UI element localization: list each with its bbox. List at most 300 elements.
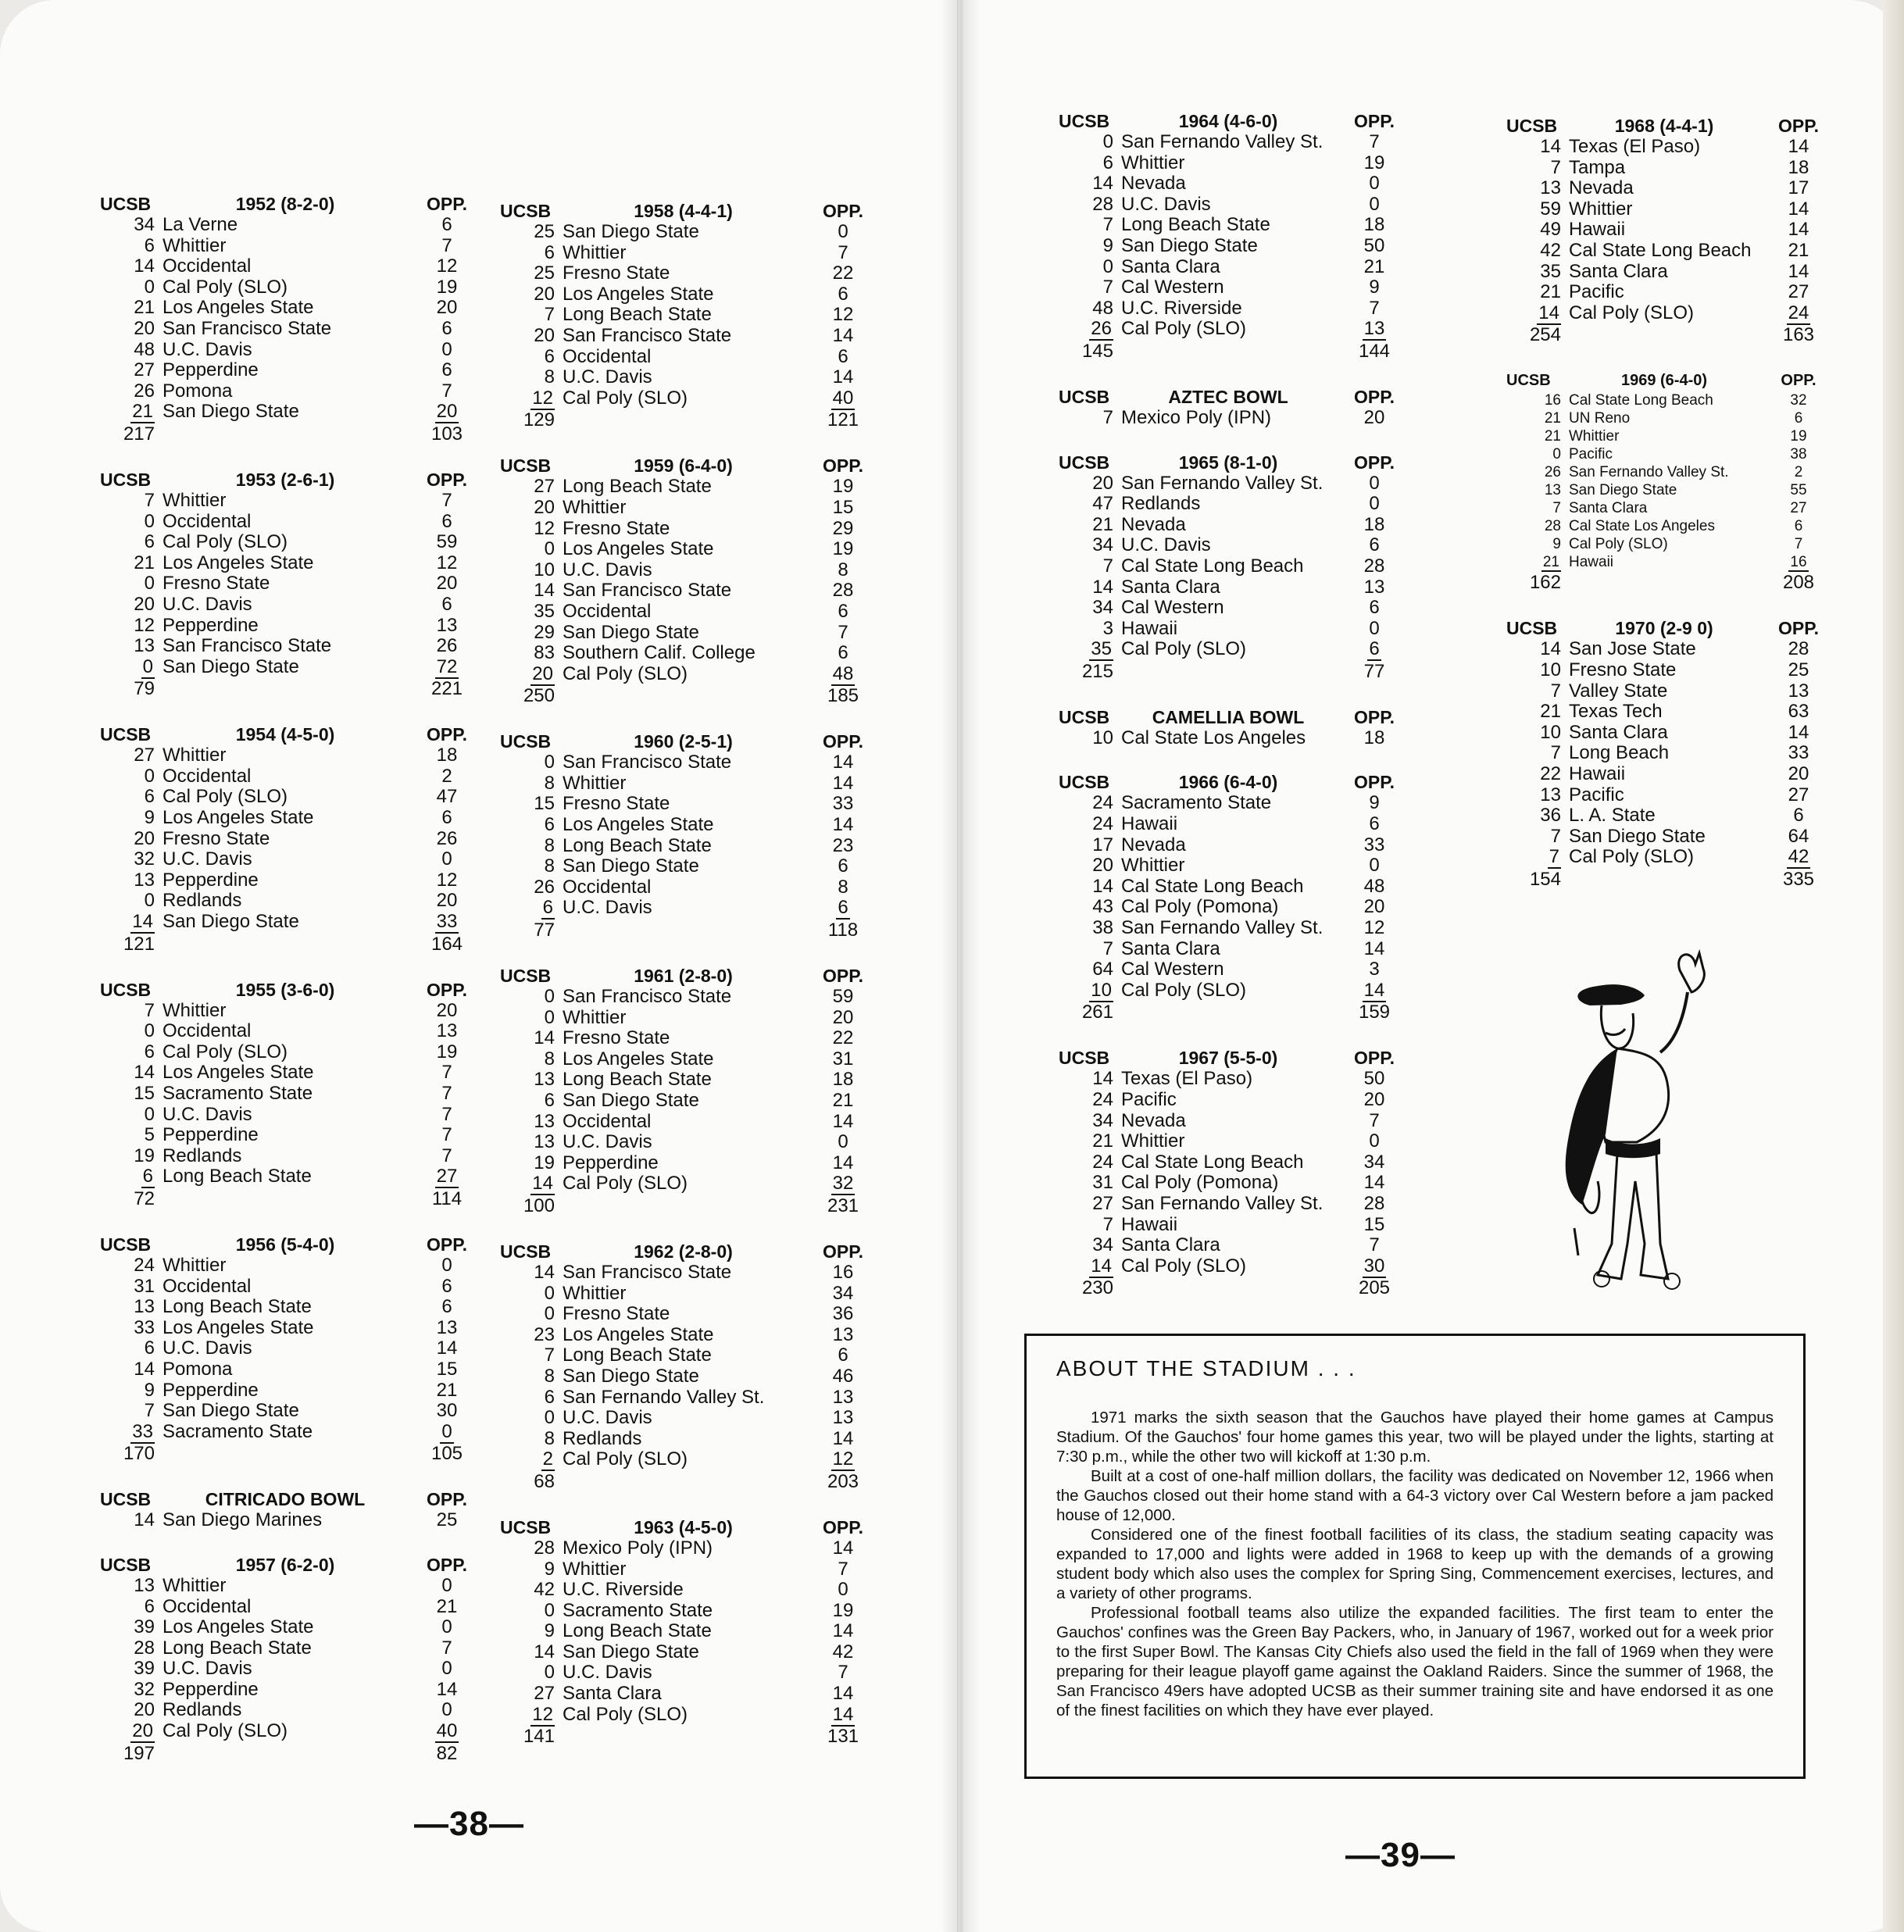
ucsb-score-value: 9 [144, 1379, 155, 1401]
game-row [100, 1597, 483, 1618]
ucsb-score-value: 14 [1540, 638, 1561, 660]
opp-score-value: 72 [436, 655, 458, 677]
game-row [100, 298, 483, 319]
season-title: 1952 (8-2-0) [235, 194, 335, 214]
ucsb-score-value: 7 [1549, 846, 1559, 868]
ucsb-score [500, 1173, 563, 1195]
ucsb-score-value: 17 [1092, 834, 1113, 855]
opp-score-value: 13 [436, 614, 458, 636]
game-row [1059, 535, 1410, 556]
opp-score [1338, 173, 1410, 195]
opp-score-value: 27 [436, 1166, 458, 1187]
team-label: UCSB [1059, 452, 1110, 473]
game-row [100, 491, 483, 512]
game-row [1059, 577, 1410, 598]
ucsb-score [500, 898, 563, 919]
opponent-name: Cal Poly (SLO) [163, 1721, 288, 1742]
opp-score-value: 33 [436, 911, 458, 933]
opp-score [807, 836, 879, 857]
opponent-name: Fresno State [163, 573, 270, 595]
opponent-name: U.C. Davis [163, 594, 252, 615]
opp-score-value: 6 [441, 510, 452, 532]
opp-score [1338, 277, 1410, 298]
opp-score [807, 1684, 879, 1705]
opponent-name: Occidental [163, 1596, 252, 1617]
opp-score [411, 1021, 483, 1042]
season-block [100, 1555, 483, 1766]
ucsb-score-value: 21 [1542, 554, 1559, 571]
game-row [500, 1662, 879, 1684]
ucsb-score [1059, 1111, 1121, 1132]
ucsb-score [100, 1700, 163, 1721]
ucsb-score [1506, 463, 1569, 481]
ucsb-score-value: 6 [542, 897, 553, 919]
opp-score-value: 22 [832, 262, 854, 284]
opp-label: OPP. [823, 1241, 863, 1262]
opponent-name: Long Beach State [1121, 215, 1270, 236]
game-row [1059, 473, 1410, 495]
ucsb-score [1506, 805, 1569, 827]
opp-score [411, 1084, 483, 1105]
ucsb-score [100, 745, 163, 766]
opp-score [807, 1049, 879, 1070]
ucsb-score [100, 1422, 163, 1443]
ucsb-score [1506, 199, 1569, 220]
ucsb-score [500, 1538, 563, 1559]
game-row [100, 1062, 483, 1084]
ucsb-score [1506, 262, 1569, 283]
ucsb-score-value: 48 [1092, 297, 1113, 319]
total-spacer [1121, 1277, 1338, 1300]
game-row [1059, 1131, 1410, 1152]
opp-score [1338, 1131, 1410, 1152]
game-row [500, 794, 879, 815]
opp-score-value: 0 [838, 1131, 848, 1153]
team-label: UCSB [1059, 706, 1110, 727]
opp-score [1338, 814, 1410, 835]
ucsb-score [100, 1084, 163, 1105]
game-row [1059, 257, 1410, 278]
game-row [1059, 1173, 1410, 1194]
team-label: UCSB [100, 724, 152, 745]
game-row [100, 1084, 483, 1105]
ucsb-score [1506, 241, 1569, 262]
opp-score [807, 1449, 879, 1470]
opponent-name: Long Beach State [163, 1297, 312, 1318]
opp-score [1338, 1256, 1410, 1277]
ucsb-score-value: 43 [1092, 896, 1113, 918]
opp-score-value: 14 [1788, 198, 1809, 220]
opponent-name: San Diego State [563, 622, 699, 643]
opponent-name: San Fernando Valley St. [1121, 1193, 1324, 1214]
ucsb-total: 250 [523, 685, 555, 707]
ucsb-score [100, 1062, 163, 1084]
opp-label: OPP. [427, 194, 467, 214]
opp-score [411, 1659, 483, 1680]
opponent-name: Cal Poly (SLO) [563, 1173, 688, 1195]
ucsb-score [1506, 481, 1569, 499]
season-title: 1968 (4-4-1) [1614, 116, 1714, 136]
opp-score [807, 987, 879, 1008]
opp-score-value: 6 [838, 897, 848, 919]
ucsb-score-value: 31 [134, 1275, 155, 1297]
opp-score-value: 7 [838, 1662, 848, 1684]
game-row [1506, 517, 1834, 535]
ucsb-score-value: 14 [1091, 1255, 1112, 1277]
opp-score [1338, 257, 1410, 278]
game-row [100, 1422, 483, 1443]
opponent-name: UN Reno [1569, 410, 1631, 427]
team-label: UCSB [100, 469, 152, 490]
ucsb-score [100, 912, 163, 933]
game-row [100, 1680, 483, 1701]
season-block [100, 1234, 483, 1466]
season-title: 1956 (5-4-0) [235, 1234, 335, 1255]
ucsb-score [100, 402, 163, 423]
opp-score [411, 1680, 483, 1701]
opp-score-value: 14 [1363, 937, 1385, 959]
ucsb-score [500, 580, 563, 602]
ucsb-score [1506, 427, 1569, 445]
ucsb-total: 254 [1529, 324, 1561, 346]
ucsb-score-value: 9 [1552, 536, 1561, 553]
ucsb-score [500, 773, 563, 795]
season-title: 1967 (5-5-0) [1178, 1048, 1278, 1069]
opponent-name: Texas (El Paso) [1121, 1069, 1253, 1090]
opp-score-value: 20 [436, 573, 458, 595]
ucsb-total: 261 [1081, 1002, 1113, 1023]
season-total-row [100, 1742, 483, 1766]
game-row [500, 623, 879, 644]
opp-score [807, 1538, 879, 1559]
opponent-name: Hawaii [1569, 554, 1614, 571]
opp-score [1338, 494, 1410, 515]
total-spacer [1569, 868, 1763, 891]
opp-score [807, 367, 879, 388]
game-row [1059, 639, 1410, 660]
opp-score [1763, 827, 1834, 848]
opp-score [1763, 785, 1834, 806]
total-spacer [563, 409, 807, 432]
ucsb-score [1506, 553, 1569, 571]
opp-total: 208 [1782, 572, 1815, 594]
ucsb-score-value: 14 [534, 580, 555, 602]
opponent-name: Cal Poly (SLO) [163, 277, 288, 298]
season-block [1059, 772, 1410, 1024]
game-row [500, 498, 879, 519]
team-label: UCSB [1506, 618, 1558, 639]
opp-score-value: 28 [1363, 555, 1385, 577]
opp-score [1338, 855, 1410, 877]
ucsb-score-value: 0 [544, 538, 555, 560]
game-row [500, 388, 879, 409]
ucsb-score-value: 39 [134, 1616, 155, 1638]
opponent-name: Long Beach State [163, 1637, 312, 1659]
opponent-name: Santa Clara [1121, 938, 1220, 959]
ucsb-score [1059, 918, 1121, 939]
ucsb-score [1059, 257, 1121, 278]
ucsb-score [500, 1366, 563, 1387]
opp-score-value: 7 [838, 241, 848, 263]
opp-score [807, 752, 879, 773]
opp-score [807, 1070, 879, 1091]
page-edge [1883, 0, 1904, 1932]
opp-score-value: 13 [436, 1020, 458, 1042]
opponent-name: Long Beach State [563, 1621, 712, 1642]
ucsb-score-value: 20 [134, 593, 155, 615]
opp-total: 159 [1358, 1002, 1391, 1023]
opponent-name: Cal State Long Beach [1569, 240, 1752, 261]
opp-score [411, 595, 483, 616]
ucsb-score [500, 243, 563, 264]
total-spacer [163, 423, 411, 446]
ucsb-score [500, 1559, 563, 1580]
game-row [1506, 553, 1834, 571]
game-row [100, 766, 483, 787]
opp-score-value: 13 [1363, 318, 1385, 340]
opp-score [807, 539, 879, 560]
opp-score-value: 7 [441, 234, 452, 256]
ucsb-score [100, 553, 163, 574]
ucsb-total: 79 [134, 678, 155, 700]
opp-score-value: 12 [436, 869, 458, 891]
ucsb-score [100, 236, 163, 257]
ucsb-score [500, 1049, 563, 1070]
opp-score [807, 1008, 879, 1029]
season-total-row [1506, 323, 1834, 347]
game-row [500, 1028, 879, 1049]
opponent-name: Redlands [563, 1428, 642, 1449]
opp-score [1763, 220, 1834, 241]
game-row [1059, 556, 1410, 577]
ucsb-score [1059, 835, 1121, 856]
ucsb-score [500, 1345, 563, 1366]
ucsb-score [100, 1338, 163, 1359]
ucsb-score-value: 24 [1092, 813, 1113, 835]
opp-score [411, 491, 483, 512]
game-row [500, 1262, 879, 1284]
opp-label: OPP. [1354, 111, 1395, 131]
opp-score [1338, 408, 1410, 429]
opp-score-value: 28 [1788, 638, 1809, 660]
opponent-name: Sacramento State [563, 1600, 713, 1621]
ucsb-score [500, 1580, 563, 1601]
game-row [500, 664, 879, 685]
opp-score [1338, 619, 1410, 640]
opponent-name: U.C. Riverside [1121, 298, 1242, 319]
game-row [100, 277, 483, 298]
game-row [500, 560, 879, 581]
season-block [500, 1517, 879, 1748]
opp-score [1338, 215, 1410, 236]
ucsb-score [100, 491, 163, 512]
game-row [500, 326, 879, 347]
game-row [100, 532, 483, 553]
opp-score [807, 1705, 879, 1726]
ucsb-score-value: 21 [134, 552, 155, 573]
opp-score [1338, 918, 1410, 939]
opp-score [1763, 445, 1834, 463]
game-row [500, 1049, 879, 1070]
opp-score-value: 0 [441, 1699, 452, 1721]
opponent-name: Cal Poly (Pomona) [1121, 897, 1279, 918]
opp-total: 114 [431, 1187, 463, 1209]
opp-score-value: 30 [436, 1400, 458, 1422]
ucsb-score [1059, 1173, 1121, 1194]
opp-total: 144 [1358, 340, 1391, 362]
opp-score [1338, 153, 1410, 174]
game-row [500, 1408, 879, 1429]
ucsb-total: 145 [1081, 340, 1113, 362]
season-title: 1965 (8-1-0) [1178, 452, 1278, 473]
opponent-name: Long Beach [1569, 743, 1670, 764]
opp-score-value: 59 [436, 531, 458, 553]
opp-score [411, 1700, 483, 1721]
ucsb-score [500, 1262, 563, 1284]
opponent-name: Pacific [1121, 1090, 1177, 1110]
opp-total: 163 [1782, 324, 1815, 346]
opp-score [1763, 743, 1834, 764]
ucsb-score-value: 7 [144, 999, 155, 1021]
opp-score [411, 616, 483, 637]
opp-score-value: 6 [441, 214, 452, 235]
game-row [500, 347, 879, 368]
game-row [1506, 427, 1834, 445]
opp-score-value: 14 [832, 814, 854, 836]
ucsb-total: 100 [523, 1195, 555, 1216]
game-row [100, 381, 483, 402]
game-row [500, 1621, 879, 1642]
opp-total: 82 [436, 1742, 458, 1764]
opponent-name: Pacific [1569, 446, 1613, 463]
opp-score [807, 877, 879, 898]
opp-score-value: 42 [832, 1641, 854, 1662]
opp-score-value: 18 [1788, 156, 1809, 178]
opp-score-value: 28 [832, 580, 854, 602]
opp-score [411, 1042, 483, 1063]
opponent-name: Whittier [1121, 152, 1185, 173]
opp-score [411, 1617, 483, 1638]
opp-score-value: 7 [441, 1062, 452, 1084]
opponent-name: Pomona [163, 1359, 233, 1380]
game-row [1059, 598, 1410, 619]
opponent-name: Cal State Los Angeles [1569, 518, 1715, 535]
game-row [1059, 236, 1410, 257]
opp-score-value: 20 [1363, 896, 1385, 918]
opponent-name: Redlands [1121, 494, 1201, 515]
ucsb-score [1506, 445, 1569, 463]
opp-total: 185 [827, 685, 859, 707]
game-row [1059, 173, 1410, 195]
game-row [1059, 298, 1410, 320]
ucsb-score [100, 1721, 163, 1742]
ucsb-score-value: 0 [544, 1662, 555, 1684]
ucsb-score-value: 13 [134, 869, 155, 891]
opp-label: OPP. [1778, 116, 1819, 136]
ucsb-total: 129 [523, 409, 555, 431]
ucsb-score-value: 0 [144, 1103, 155, 1125]
ucsb-score-value: 32 [134, 848, 155, 870]
team-label: UCSB [500, 731, 552, 752]
ucsb-score-value: 19 [534, 1152, 555, 1173]
opp-score-value: 46 [832, 1365, 854, 1387]
opp-label: OPP. [427, 469, 467, 490]
ucsb-total: 197 [123, 1742, 155, 1764]
ucsb-score [100, 256, 163, 277]
opp-score-value: 6 [838, 283, 848, 305]
ucsb-score [500, 1028, 563, 1049]
ucsb-score-value: 42 [1540, 239, 1561, 261]
opp-score-value: 6 [1369, 813, 1380, 835]
ucsb-score-value: 21 [1092, 1130, 1113, 1152]
opp-score [411, 1125, 483, 1146]
ucsb-total: 230 [1081, 1277, 1113, 1299]
opp-score-value: 25 [436, 1509, 458, 1531]
ucsb-score-value: 13 [134, 1574, 155, 1596]
opponent-name: Santa Clara [563, 1684, 662, 1705]
opp-score [1763, 427, 1834, 445]
opp-score [807, 794, 879, 815]
ucsb-score [500, 1091, 563, 1112]
opp-score [807, 580, 879, 602]
opp-score-value: 0 [441, 1616, 452, 1638]
ucsb-score-value: 0 [144, 890, 155, 912]
ucsb-score-value: 8 [544, 1365, 555, 1387]
game-row [500, 1449, 879, 1470]
ucsb-score-value: 35 [534, 600, 555, 622]
ucsb-score-value: 27 [534, 476, 555, 498]
game-row [100, 215, 483, 236]
ucsb-score [1506, 282, 1569, 303]
opp-score-value: 21 [1788, 239, 1809, 261]
ucsb-score [500, 664, 563, 685]
opp-total: 205 [1358, 1277, 1391, 1299]
total-spacer [563, 1195, 807, 1218]
ucsb-score [100, 849, 163, 870]
opponent-name: Long Beach State [563, 477, 712, 498]
opponent-name: Texas Tech [1569, 702, 1663, 723]
game-row [100, 1146, 483, 1167]
opponent-name: Long Beach State [563, 1345, 712, 1366]
opp-label: OPP. [823, 1516, 863, 1537]
ucsb-score-value: 14 [134, 1509, 155, 1531]
team-label: UCSB [500, 966, 552, 987]
opp-score [411, 340, 483, 361]
game-row [100, 1277, 483, 1298]
opp-score [1338, 980, 1410, 1002]
ucsb-score [1059, 153, 1121, 174]
opponent-name: Los Angeles State [563, 284, 714, 305]
opp-score-value: 28 [1363, 1192, 1385, 1214]
season-block [1059, 1048, 1410, 1300]
opp-score-value: 31 [832, 1048, 854, 1070]
ucsb-total: 77 [534, 920, 555, 941]
opponent-name: San Diego State [163, 1401, 299, 1422]
opp-score [411, 1359, 483, 1380]
opponent-name: Cal Poly (SLO) [163, 1041, 288, 1062]
season-header [100, 724, 483, 745]
game-row [1059, 1194, 1410, 1215]
schedule-column-1 [100, 194, 483, 1789]
opponent-name: Nevada [1569, 178, 1634, 199]
opponent-name: Occidental [563, 1111, 652, 1132]
game-row [1059, 959, 1410, 980]
ucsb-score-value: 7 [1102, 1213, 1113, 1235]
ucsb-score-value: 38 [1092, 917, 1113, 939]
ucsb-score-value: 20 [534, 283, 555, 305]
ucsb-score-value: 16 [1544, 392, 1561, 409]
opp-score-value: 7 [441, 1637, 452, 1659]
